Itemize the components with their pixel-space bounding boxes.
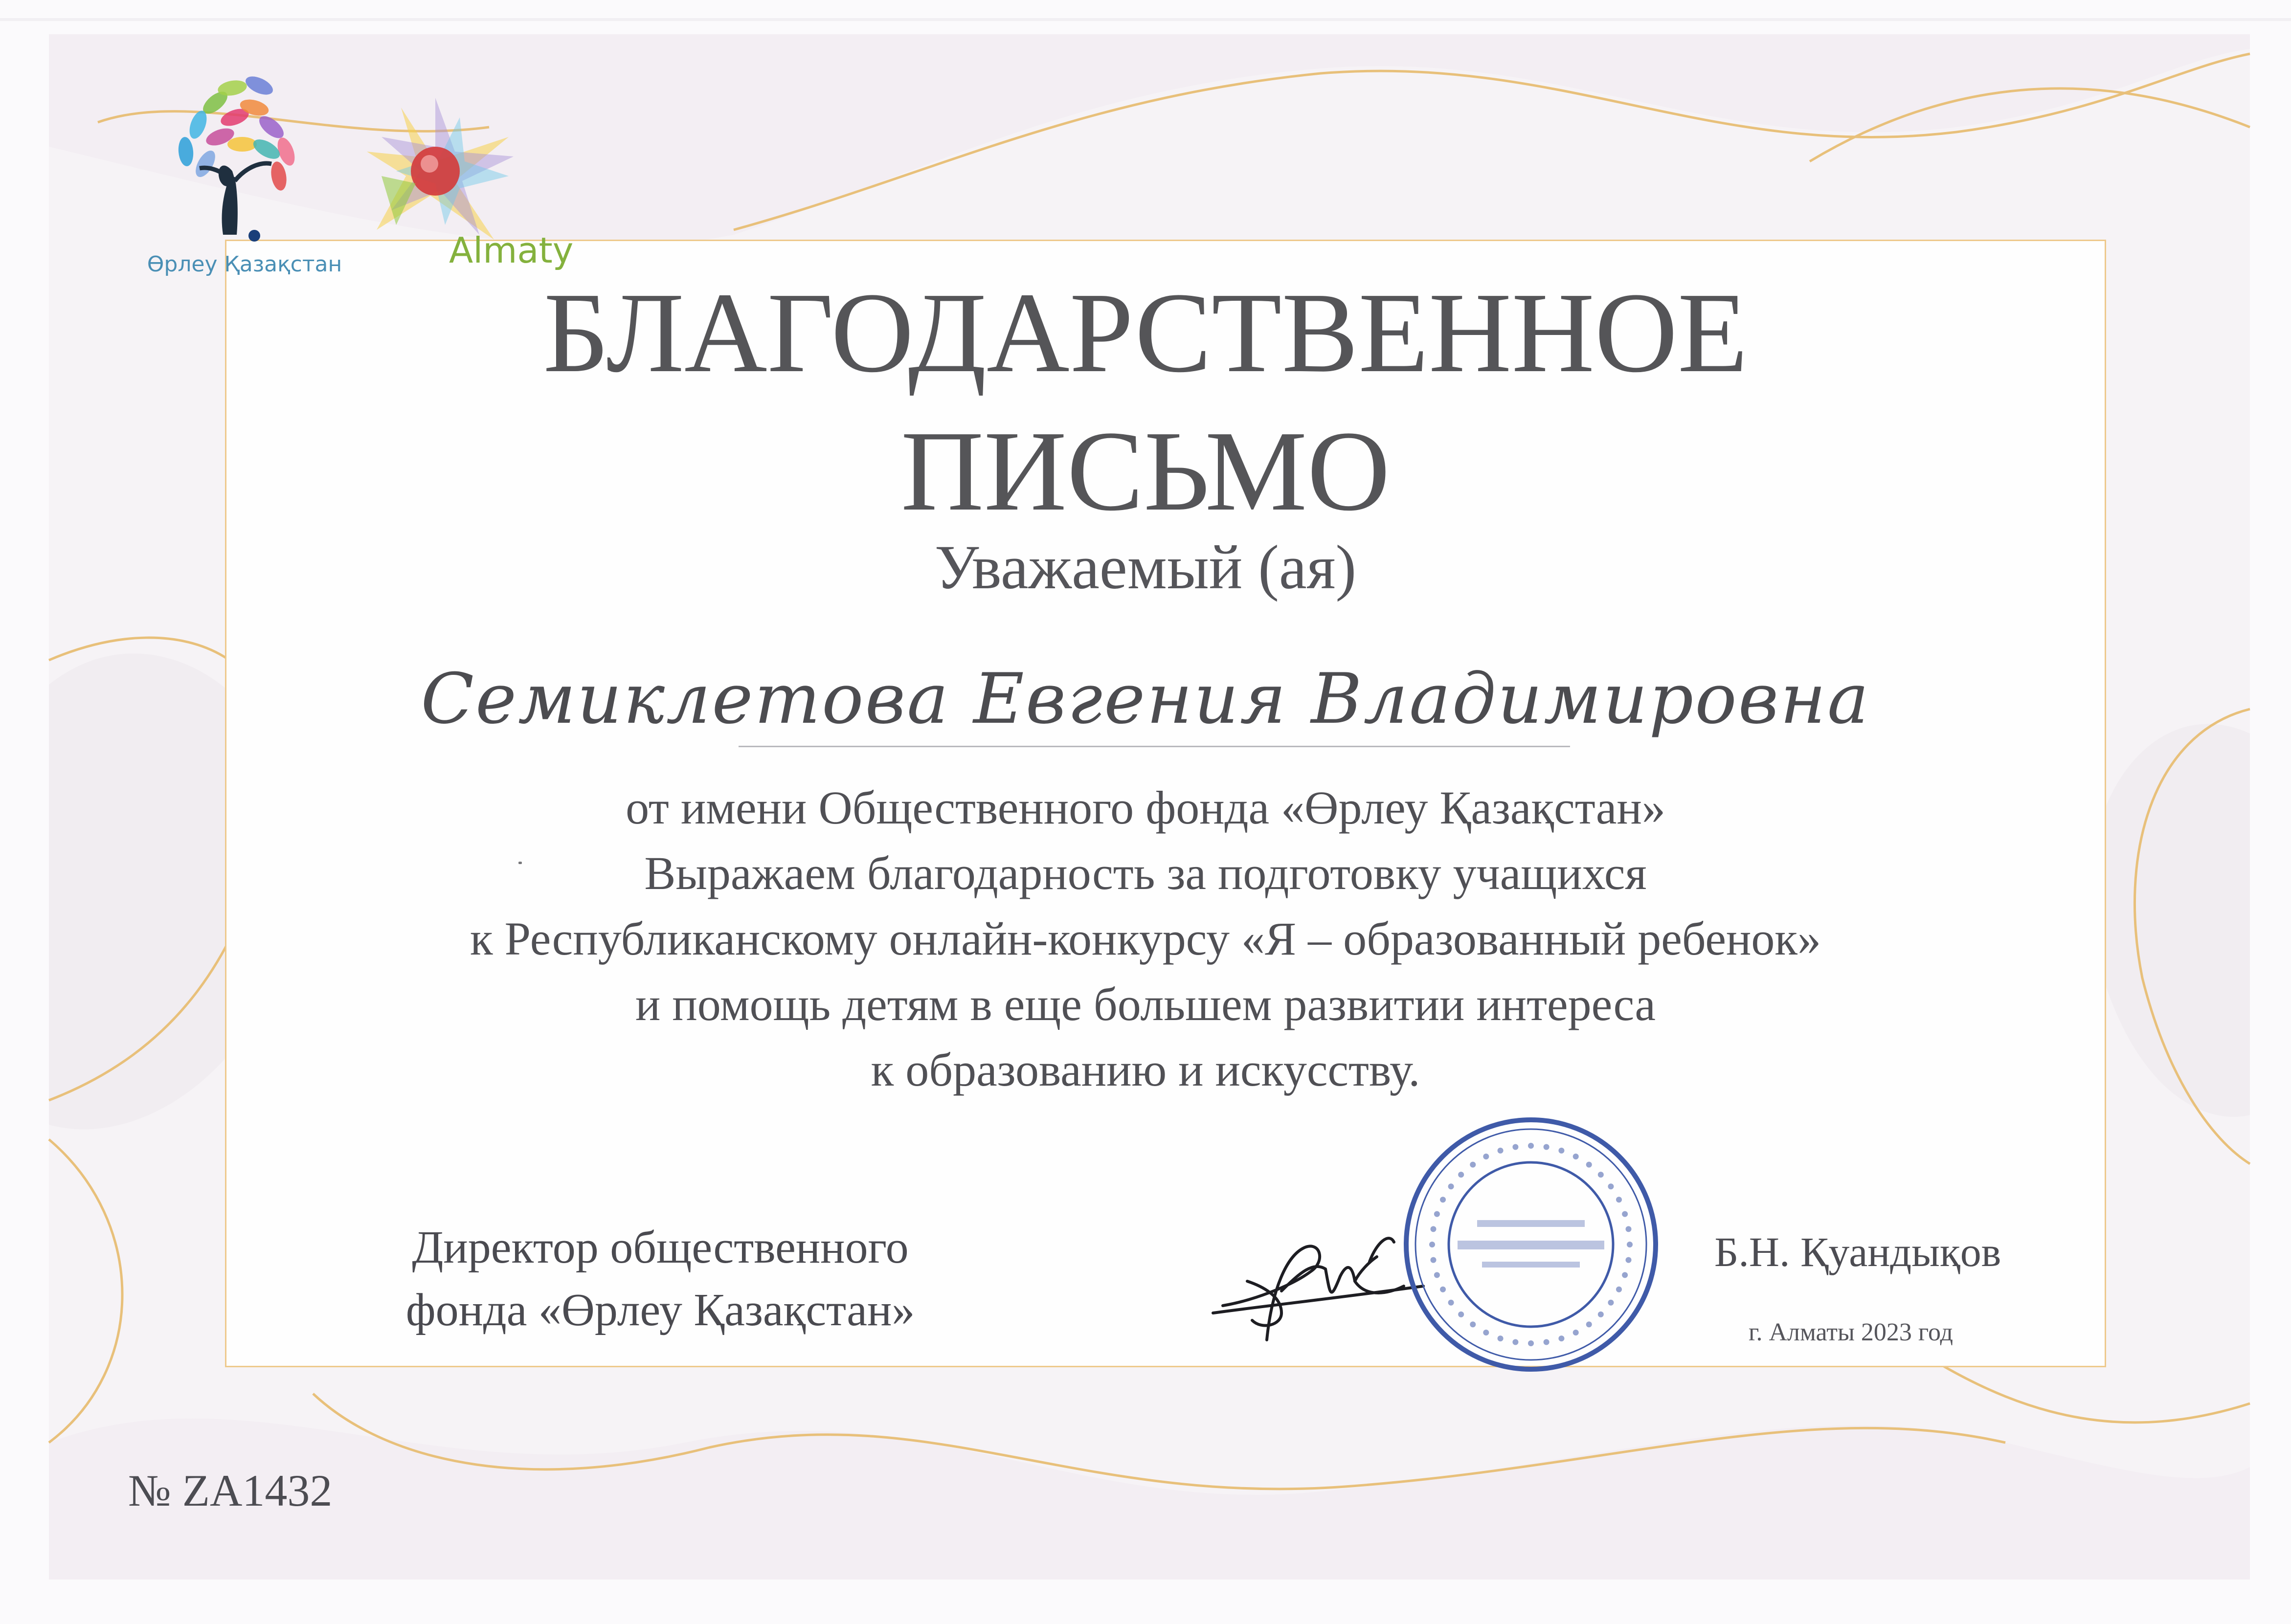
recipient-underline xyxy=(739,746,1570,747)
greeting: Уважаемый (ая) xyxy=(934,533,1357,602)
official-seal xyxy=(1399,1112,1663,1377)
signatory-position-line: Директор общественного xyxy=(412,1222,909,1273)
signatory-position xyxy=(342,1216,978,1341)
title-line-2: ПИСЬМО xyxy=(900,407,1391,534)
signatory-position-line: фонда «Өрлеу Қазақстан» xyxy=(405,1285,915,1335)
body-line: от имени Общественного фонда «Өрлеу Қазақстан» xyxy=(626,781,1665,834)
scan-speck xyxy=(518,862,522,864)
almaty-logo-caption: Almaty xyxy=(449,230,574,271)
orleu-logo-caption: Өрлеу Қазақстан xyxy=(147,252,342,277)
body-line: к образованию и искусству. xyxy=(871,1044,1420,1096)
orleu-kazakhstan-logo xyxy=(137,64,352,289)
title-line-1: БЛАГОДАРСТВЕННОЕ xyxy=(543,269,1748,396)
place-and-year: г. Алматы 2023 год xyxy=(1749,1318,1953,1346)
almaty-logo xyxy=(362,98,597,284)
recipient-name: Семиклетова Евгения Владимировна xyxy=(421,659,1870,739)
body-line: и помощь детям в еще большем развитии интереса xyxy=(635,978,1656,1030)
signer-name: Б.Н. Қуандықов xyxy=(1714,1228,2001,1275)
body-line: Выражаем благодарность за подготовку учащихся xyxy=(644,847,1647,899)
certificate-number: № ZA1432 xyxy=(128,1466,333,1515)
body-line: к Республиканскому онлайн-конкурсу «Я – образованный ребенок» xyxy=(470,912,1821,965)
